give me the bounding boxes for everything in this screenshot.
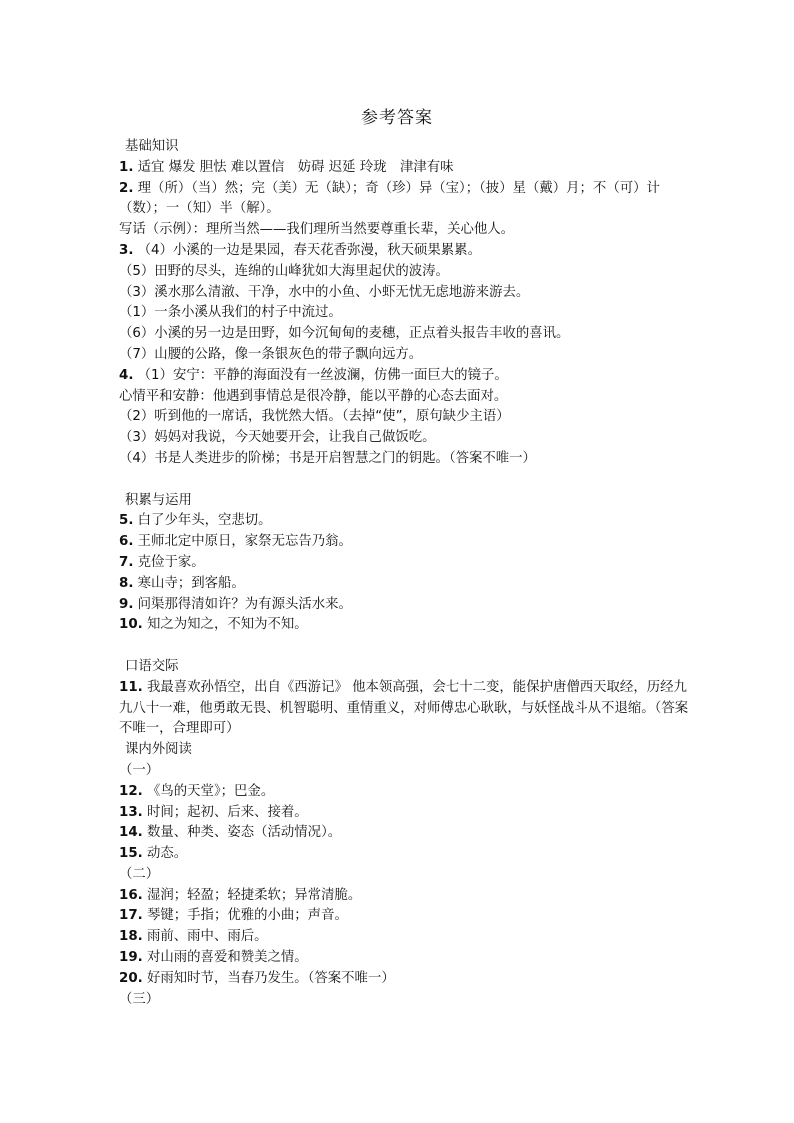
- section-heading-basic: 基础知识: [125, 139, 179, 154]
- item-number: 20.: [119, 970, 143, 986]
- answer-item-4-line: （2）听到他的一席话，我恍然大悟。（去掉“使”，原句缺少主语）: [119, 409, 510, 425]
- answer-item-10: [119, 615, 689, 636]
- item-number: 2.: [119, 180, 134, 196]
- item-number: 13.: [119, 804, 143, 820]
- item-text: （4）小溪的一边是果园，春天花香弥漫，秋天硕果累累。: [137, 242, 481, 258]
- item-text: 适宜 爆发 胆怯 难以置信 妨碍 迟延 玲珑 津津有味: [137, 159, 454, 175]
- answer-item-19: [119, 948, 689, 969]
- item-number: 15.: [119, 846, 143, 862]
- item-number: 14.: [119, 825, 143, 841]
- item-text: 《鸟的天堂》；巴金。: [147, 783, 275, 799]
- spacer: [119, 470, 689, 491]
- item-text: 好雨知时节，当春乃发生。（答案不唯一）: [147, 970, 395, 986]
- answer-item-3: [119, 241, 689, 262]
- item-number: 3.: [119, 242, 134, 258]
- item-text: 数量、种类、姿态（活动情况）。: [147, 825, 342, 841]
- item-text: 王师北定中原日，家祭无忘告乃翁。: [137, 534, 352, 550]
- item-number: 9.: [119, 596, 134, 612]
- item-text: 动态。: [147, 846, 188, 862]
- spacer: [119, 636, 689, 657]
- item-text: （1）安宁：平静的海面没有一丝波澜，仿佛一面巨大的镜子。: [137, 367, 508, 383]
- item-text: 雨前、雨中、雨后。: [147, 929, 268, 945]
- answer-content: [119, 137, 689, 1010]
- answer-item-8: [119, 574, 689, 595]
- page-title: 参考答案: [361, 108, 433, 128]
- reading-part-3: （三）: [119, 991, 160, 1007]
- item-text: 问渠那得清如许？为有源头活水来。: [137, 596, 352, 612]
- answer-item-4-line: （3）妈妈对我说，今天她要开会，让我自己做饭吃。: [119, 430, 436, 446]
- reading-part-2: （二）: [119, 866, 160, 882]
- item-text: 寒山寺；到客船。: [137, 575, 245, 591]
- section-heading-reading: 课内外阅读: [125, 742, 192, 758]
- section-heading-accumulate: 积累与运用: [125, 492, 192, 508]
- item-number: 16.: [119, 887, 143, 903]
- item-number: 4.: [119, 367, 134, 383]
- item-text: 对山雨的喜爱和赞美之情。: [147, 950, 308, 966]
- answer-item-3-line: （3）溪水那么清澈、干净，水中的小鱼、小虾无忧无虑地游来游去。: [119, 284, 530, 300]
- answer-item-3-line: （7）山腰的公路，像一条银灰色的带子飘向远方。: [119, 346, 423, 362]
- answer-item-2-example: 写话（示例）：理所当然——我们理所当然要尊重长辈，关心他人。: [119, 222, 515, 238]
- item-text: 白了少年头，空悲切。: [137, 513, 272, 529]
- answer-item-2: [119, 179, 689, 221]
- answer-item-7: [119, 553, 689, 574]
- item-text: 理（所）（当）然；完（美）无（缺）；奇（珍）异（宝）；（披）星（戴）月；不（可）计（数）；一（知）半（解）。: [119, 180, 660, 217]
- answer-item-4: [119, 366, 689, 387]
- item-number: 10.: [119, 617, 143, 633]
- answer-item-6: [119, 532, 689, 553]
- answer-item-1: [119, 158, 689, 179]
- item-number: 19.: [119, 950, 143, 966]
- item-number: 1.: [119, 159, 134, 175]
- answer-item-4-line: 心情平和安静：他遇到事情总是很冷静，能以平静的心态去面对。: [119, 388, 508, 404]
- answer-item-3-line: （6）小溪的另一边是田野，如今沉甸甸的麦穗，正点着头报告丰收的喜讯。: [119, 326, 570, 342]
- item-text: 知之为知之，不知为不知。: [147, 617, 308, 633]
- reading-part-1: （一）: [119, 762, 160, 778]
- answer-item-9: [119, 595, 689, 616]
- answer-item-14: [119, 823, 689, 844]
- answer-item-12: [119, 782, 689, 803]
- answer-item-20: [119, 969, 689, 990]
- answer-item-18: [119, 927, 689, 948]
- answer-item-16: [119, 886, 689, 907]
- item-number: 8.: [119, 575, 134, 591]
- item-number: 11.: [119, 679, 143, 695]
- item-text: 克俭于家。: [137, 554, 205, 570]
- answer-item-11: [119, 678, 689, 740]
- item-number: 6.: [119, 534, 134, 550]
- item-text: 琴键；手指；优雅的小曲；声音。: [147, 908, 348, 924]
- answer-item-4-line: （4）书是人类进步的阶梯；书是开启智慧之门的钥匙。（答案不唯一）: [119, 450, 536, 466]
- item-text: 我最喜欢孙悟空，出自《西游记》 他本领高强，会七十二变，能保护唐僧西天取经，历经九九八十一难，他勇敢无畏、机智聪明、重情重义，对师傅忠心耿耿，与妖怪战斗从不退缩。（答案不唯一，合理即可）: [119, 679, 689, 737]
- item-number: 18.: [119, 929, 143, 945]
- item-text: 时间；起初、后来、接着。: [147, 804, 308, 820]
- answer-item-3-line: （1）一条小溪从我们的村子中流过。: [119, 305, 342, 321]
- answer-item-15: [119, 844, 689, 865]
- answer-item-13: [119, 803, 689, 824]
- item-number: 12.: [119, 783, 143, 799]
- answer-item-3-line: （5）田野的尽头，连绵的山峰犹如大海里起伏的波涛。: [119, 263, 449, 279]
- answer-item-5: [119, 511, 689, 532]
- item-number: 5.: [119, 513, 134, 529]
- section-heading-oral: 口语交际: [125, 658, 179, 674]
- item-number: 17.: [119, 908, 143, 924]
- item-text: 湿润；轻盈；轻捷柔软；异常清脆。: [147, 887, 362, 903]
- item-number: 7.: [119, 554, 134, 570]
- answer-item-17: [119, 906, 689, 927]
